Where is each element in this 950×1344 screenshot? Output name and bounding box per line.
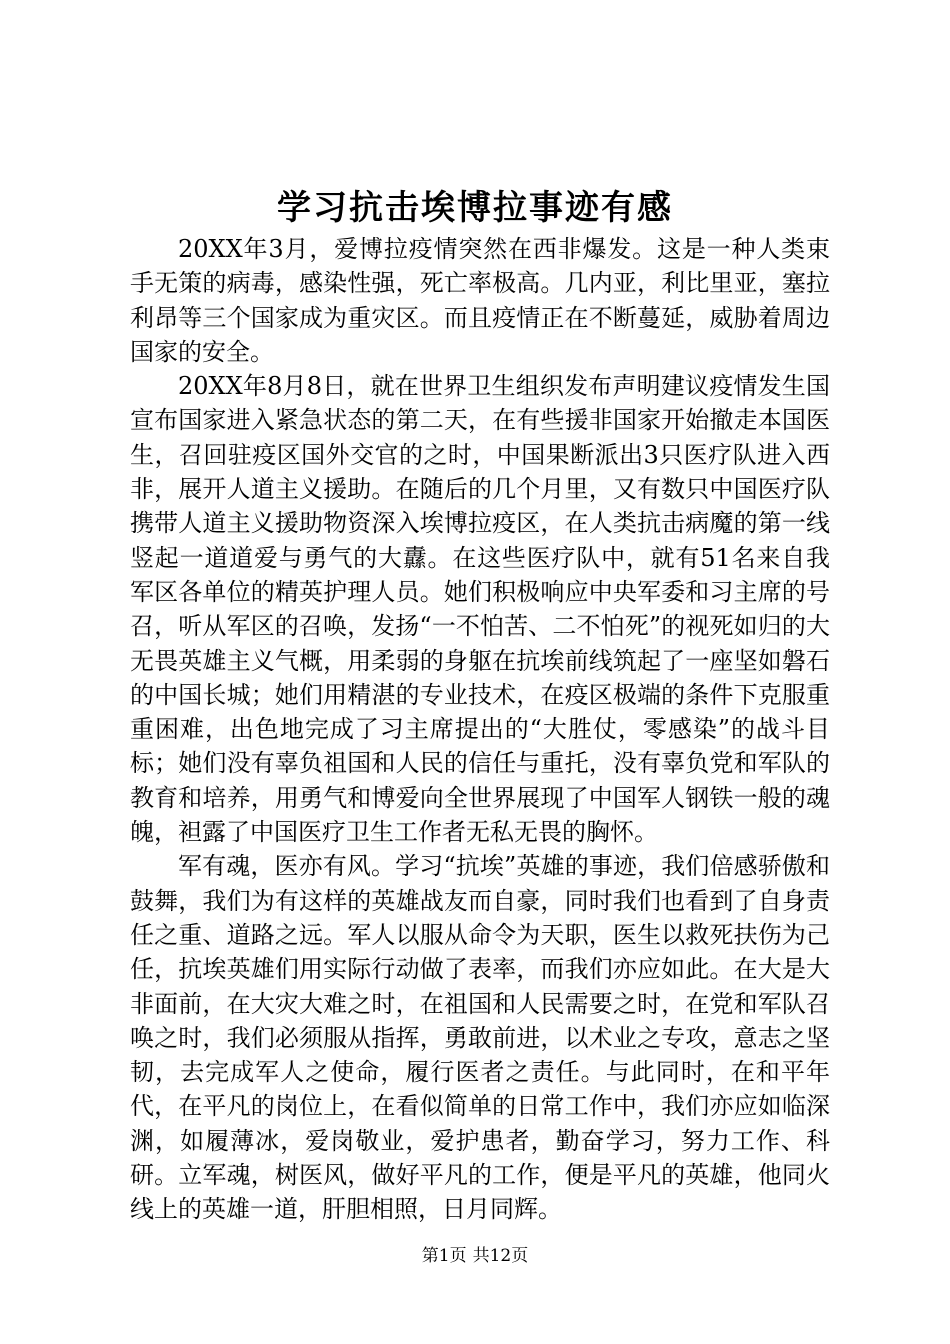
paragraph-1: 20XX年3月，爱博拉疫情突然在西非爆发。这是一种人类束手无策的病毒，感染性强，死亡率极高。几内亚，利比里亚，塞拉利昂等三个国家成为重灾区。而且疫情正在不断蔓延，威胁着周边国家的安全。: [130, 235, 830, 366]
page-title: 学习抗击埃博拉事迹有感: [277, 188, 673, 228]
document-body: [130, 232, 830, 1227]
paragraph-2: 20XX年8月8日，就在世界卫生组织发布声明建议疫情发生国宣布国家进入紧急状态的第二天，在有些援非国家开始撤走本国医生，召回驻疫区国外交官的之时，中国果断派出3只医疗队进入西非，展开人道主义援助。在随后的几个月里，又有数只中国医疗队携带人道主义援助物资深入埃博拉疫区，在人类抗击病魔的第一线竖起一道道爱与勇气的大纛。在这些医疗队中，就有51名来自我军区各单位的精英护理人员。她们积极响应中央军委和习主席的号召，听从军区的召唤，发扬“一不怕苦、二不怕死”的视死如归的大无畏英雄主义气概，用柔弱的身躯在抗埃前线筑起了一座坚如磐石的中国长城；她们用精湛的专业技术，在疫区极端的条件下克服重重困难，出色地完成了习主席提出的“大胜仗，零感染”的战斗目标；她们没有辜负祖国和人民的信任与重托，没有辜负党和军队的教育和培养，用勇气和博爱向全世界展现了中国军人钢铁一般的魂魄，袒露了中国医疗卫生工作者无私无畏的胸怀。: [130, 372, 830, 847]
paragraph-3: 军有魂，医亦有风。学习“抗埃”英雄的事迹，我们倍感骄傲和鼓舞，我们为有这样的英雄战友而自豪，同时我们也看到了自身责任之重、道路之远。军人以服从命令为天职，医生以救死扶伤为己任，抗埃英雄们用实际行动做了表率，而我们亦应如此。在大是大非面前，在大灾大难之时，在祖国和人民需要之时，在党和军队召唤之时，我们必须服从指挥，勇敢前进，以术业之专攻，意志之坚韧，去完成军人之使命，履行医者之责任。与此同时，在和平年代，在平凡的岗位上，在看似简单的日常工作中，我们亦应如临深渊，如履薄冰，爱岗敬业，爱护患者，勤奋学习，努力工作、科研。立军魂，树医风，做好平凡的工作，便是平凡的英雄，他同火线上的英雄一道，肝胆相照，日月同辉。: [130, 852, 830, 1224]
page-footer: [0, 1244, 950, 1268]
page-number: 第1页: [421, 1246, 467, 1266]
page-total: 共12页: [472, 1246, 529, 1266]
